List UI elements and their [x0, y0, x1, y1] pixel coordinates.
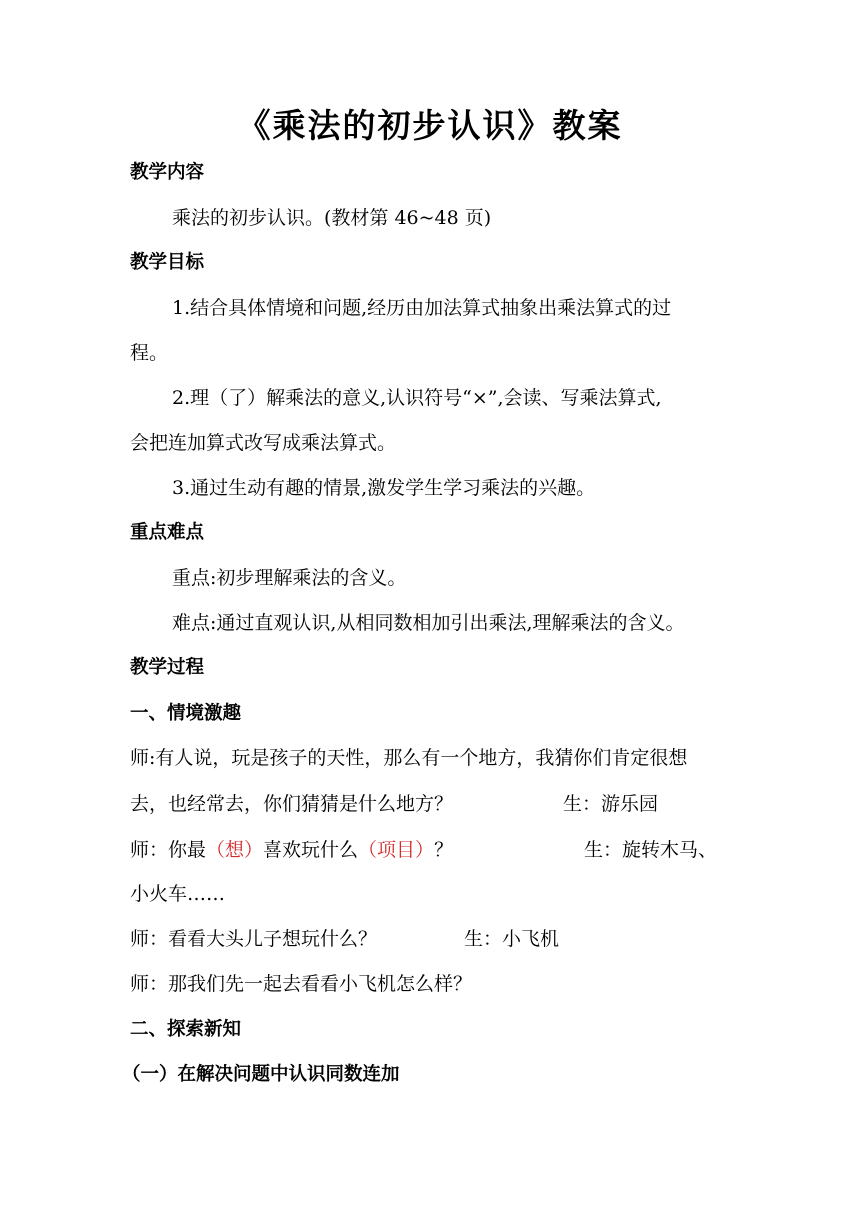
teacher-line-2 — [130, 838, 453, 862]
teacher-line-2-red-1: （想） — [206, 839, 264, 861]
difficult-point: 难点:通过直观认识,从相同数相加引出乘法,理解乘法的含义。 — [172, 612, 685, 634]
goal-3: 3.通过生动有趣的情景,激发学生学习乘法的兴趣。 — [172, 477, 596, 499]
student-answer-3: 生：小飞机 — [464, 928, 560, 950]
teacher-line-1a: 师:有人说，玩是孩子的天性，那么有一个地方，我猜你们肯定很想 — [130, 747, 688, 769]
heading-teaching-goals: 教学目标 — [130, 252, 205, 273]
goal-1-line-2: 程。 — [130, 342, 169, 364]
teaching-content-text: 乘法的初步认识。(教材第 46~48 页) — [172, 207, 492, 229]
student-answer-2b: 小火车…… — [130, 883, 226, 905]
key-point: 重点:初步理解乘法的含义。 — [172, 567, 407, 589]
goal-1-line-1: 1.结合具体情境和问题,经历由加法算式抽象出乘法算式的过 — [172, 297, 672, 319]
heading-key-points: 重点难点 — [130, 522, 205, 543]
student-answer-1: 生：游乐园 — [563, 793, 659, 815]
heading-teaching-process: 教学过程 — [130, 657, 205, 678]
document-title: 《乘法的初步认识》教案 — [237, 106, 623, 145]
heading-part-1: 一、情境激趣 — [130, 703, 242, 724]
teacher-line-1b: 去，也经常去，你们猜猜是什么地方？ — [130, 793, 454, 815]
teacher-line-2-a: 师：你最 — [130, 839, 207, 861]
heading-sub-1: （一）在解决问题中认识同数连加 — [122, 1064, 400, 1085]
heading-teaching-content: 教学内容 — [130, 162, 205, 183]
teacher-line-2-b: 喜欢玩什么 — [263, 839, 359, 861]
teacher-line-3: 师：看看大头儿子想玩什么？ — [130, 928, 378, 950]
goal-2-line-2: 会把连加算式改写成乘法算式。 — [130, 432, 397, 454]
teacher-line-2-c: ？ — [434, 839, 454, 861]
teacher-line-2-red-2: （项目） — [358, 839, 435, 861]
goal-2-line-1: 2.理（了）解乘法的意义,认识符号“×”,会读、写乘法算式, — [172, 387, 662, 409]
teacher-line-4: 师：那我们先一起去看看小飞机怎么样？ — [130, 973, 473, 995]
heading-part-2: 二、探索新知 — [130, 1019, 242, 1040]
student-answer-2a: 生：旋转木马、 — [584, 839, 718, 861]
